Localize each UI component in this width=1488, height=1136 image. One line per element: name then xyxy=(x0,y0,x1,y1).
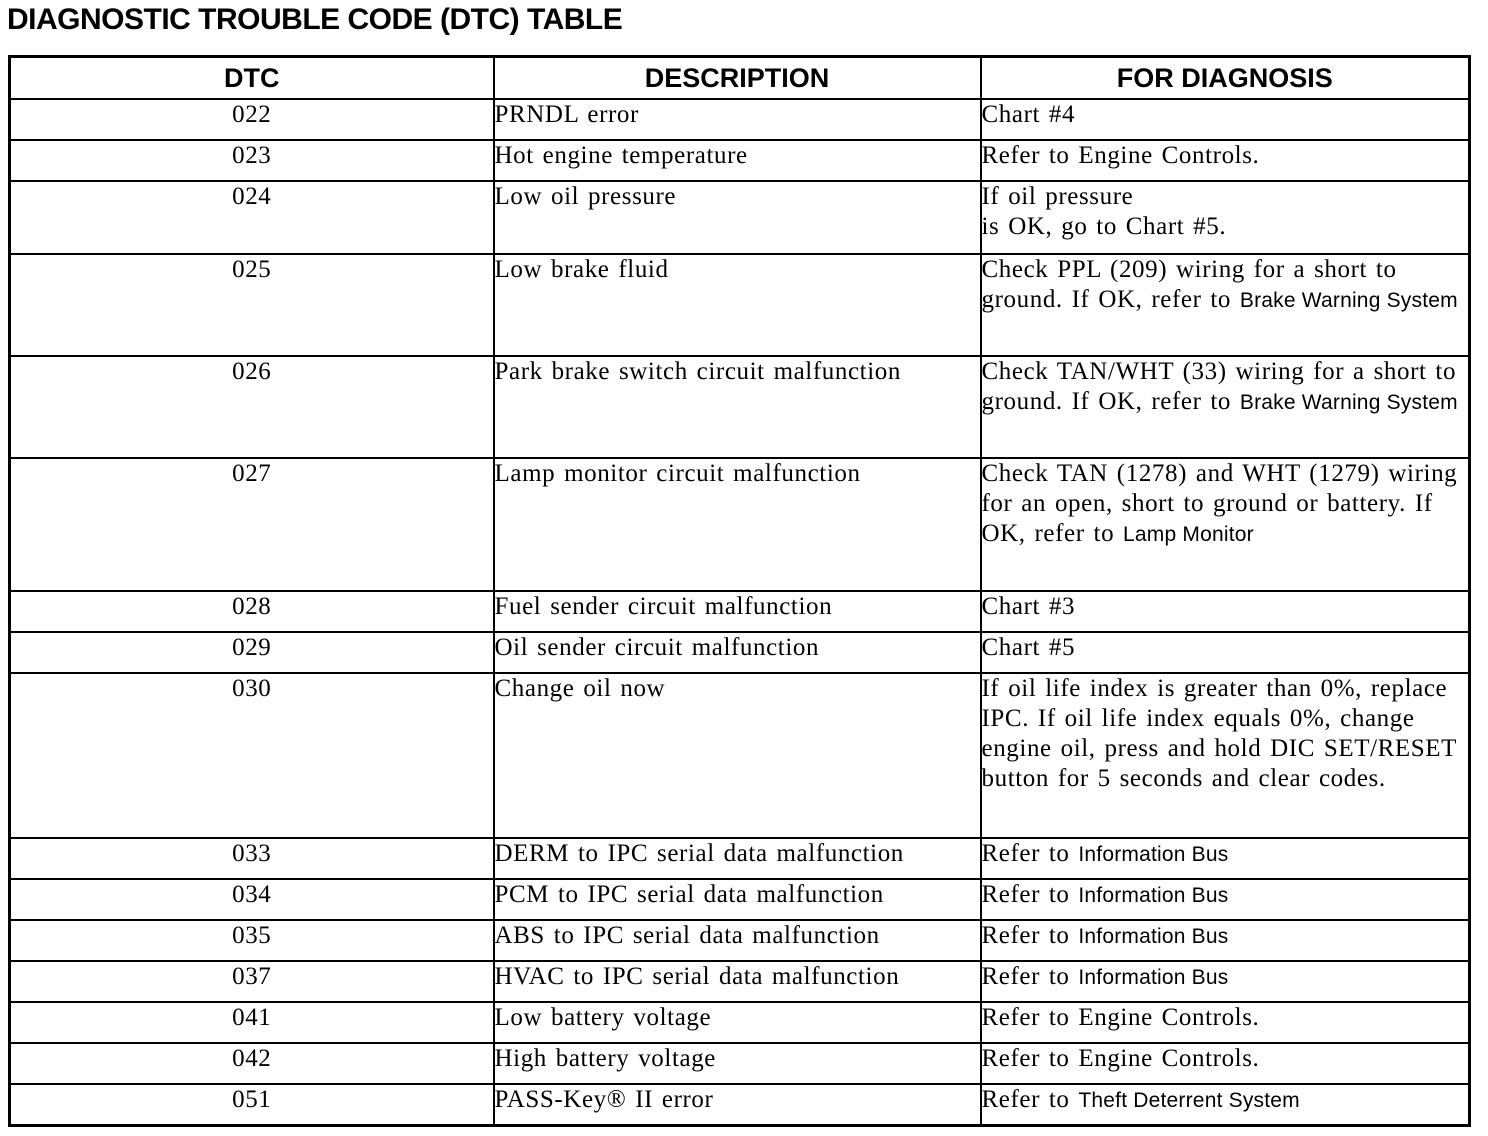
table-row xyxy=(10,1043,1470,1084)
diagnosis-cell xyxy=(981,99,1470,140)
table-row xyxy=(10,1084,1470,1125)
diagnosis-cell xyxy=(981,673,1470,838)
reference-link[interactable]: Theft Deterrent System xyxy=(1078,1089,1300,1112)
diagnosis-text: Refer to xyxy=(981,881,1070,908)
diagnosis-cell xyxy=(981,591,1470,632)
diagnosis-text: Check PPL (209) wiring for a short to ground. If OK, refer to xyxy=(981,256,1397,313)
description-cell: PRNDL error xyxy=(494,99,981,140)
description-cell: PASS-Key® II error xyxy=(494,1084,981,1125)
diagnosis-text: Check TAN/WHT (33) wiring for a short to ground. If OK, refer to xyxy=(981,358,1457,415)
description-cell: Park brake switch circuit malfunction xyxy=(494,356,981,458)
description-cell: HVAC to IPC serial data malfunction xyxy=(494,961,981,1002)
table-row xyxy=(10,673,1470,838)
reference-link[interactable]: Brake Warning System xyxy=(1239,391,1458,414)
diagnosis-text: Chart #3 xyxy=(981,593,1076,620)
diagnosis-text: Refer to xyxy=(981,922,1070,949)
diagnosis-cell xyxy=(981,961,1470,1002)
description-cell: DERM to IPC serial data malfunction xyxy=(494,838,981,879)
dtc-code-cell: 027 xyxy=(10,458,494,591)
diagnosis-cell xyxy=(981,140,1470,181)
dtc-code-cell: 034 xyxy=(10,879,494,920)
table-row xyxy=(10,879,1470,920)
diagnosis-text: Check TAN (1278) and WHT (1279) wiring for an open, short to ground or battery. If OK, refer to xyxy=(981,460,1458,547)
table-row xyxy=(10,181,1470,254)
diagnosis-cell xyxy=(981,181,1470,254)
description-cell: Fuel sender circuit malfunction xyxy=(494,591,981,632)
diagnosis-cell xyxy=(981,920,1470,961)
table-row xyxy=(10,920,1470,961)
table-row xyxy=(10,1002,1470,1043)
diagnosis-text: Refer to Engine Controls. xyxy=(981,1045,1260,1072)
diagnosis-text: Chart #4 xyxy=(981,101,1076,128)
diagnosis-cell xyxy=(981,254,1470,356)
diagnosis-text: Refer to Engine Controls. xyxy=(981,1004,1260,1031)
description-cell: Oil sender circuit malfunction xyxy=(494,632,981,673)
reference-link[interactable]: Information Bus xyxy=(1078,925,1229,948)
table-row xyxy=(10,254,1470,356)
page-title: DIAGNOSTIC TROUBLE CODE (DTC) TABLE xyxy=(7,3,623,36)
description-cell: Low battery voltage xyxy=(494,1002,981,1043)
reference-link[interactable]: Information Bus xyxy=(1078,884,1229,907)
diagnosis-cell xyxy=(981,838,1470,879)
dtc-code-cell: 023 xyxy=(10,140,494,181)
column-header-for-diagnosis: FOR DIAGNOSIS xyxy=(981,57,1470,100)
column-header-description: DESCRIPTION xyxy=(494,57,981,100)
dtc-code-cell: 041 xyxy=(10,1002,494,1043)
table-row xyxy=(10,632,1470,673)
dtc-code-cell: 026 xyxy=(10,356,494,458)
dtc-code-cell: 028 xyxy=(10,591,494,632)
diagnosis-cell xyxy=(981,1084,1470,1125)
dtc-code-cell: 025 xyxy=(10,254,494,356)
diagnosis-cell xyxy=(981,1043,1470,1084)
table-header-row xyxy=(10,57,1470,100)
description-cell: Low oil pressure xyxy=(494,181,981,254)
table-row xyxy=(10,961,1470,1002)
dtc-code-cell: 029 xyxy=(10,632,494,673)
description-cell: ABS to IPC serial data malfunction xyxy=(494,920,981,961)
diagnosis-text: Refer to xyxy=(981,963,1070,990)
dtc-code-cell: 035 xyxy=(10,920,494,961)
diagnosis-cell xyxy=(981,458,1470,591)
table-row xyxy=(10,458,1470,591)
dtc-code-cell: 037 xyxy=(10,961,494,1002)
diagnosis-text: If oil life index is greater than 0%, replace IPC. If oil life index equals 0%, change engine oil, press and hold DIC SET/RESET button for 5 seconds and clear codes. xyxy=(981,675,1457,792)
dtc-code-cell: 022 xyxy=(10,99,494,140)
diagnosis-text: Refer to Engine Controls. xyxy=(981,142,1260,169)
description-cell: High battery voltage xyxy=(494,1043,981,1084)
reference-link[interactable]: Lamp Monitor xyxy=(1123,523,1254,546)
dtc-code-cell: 030 xyxy=(10,673,494,838)
table-row xyxy=(10,140,1470,181)
diagnosis-text: If oil pressure is OK, go to Chart #5. xyxy=(981,183,1227,240)
reference-link[interactable]: Brake Warning System xyxy=(1239,289,1458,312)
description-cell: Lamp monitor circuit malfunction xyxy=(494,458,981,591)
dtc-code-cell: 024 xyxy=(10,181,494,254)
table-row xyxy=(10,356,1470,458)
diagnosis-cell xyxy=(981,1002,1470,1043)
dtc-code-cell: 051 xyxy=(10,1084,494,1125)
diagnosis-cell xyxy=(981,632,1470,673)
dtc-code-cell: 042 xyxy=(10,1043,494,1084)
reference-link[interactable]: Information Bus xyxy=(1078,843,1229,866)
dtc-code-cell: 033 xyxy=(10,838,494,879)
column-header-dtc: DTC xyxy=(10,57,494,100)
table-row xyxy=(10,838,1470,879)
reference-link[interactable]: Information Bus xyxy=(1078,966,1229,989)
diagnosis-cell xyxy=(981,879,1470,920)
diagnosis-text: Chart #5 xyxy=(981,634,1076,661)
description-cell: Change oil now xyxy=(494,673,981,838)
diagnosis-text: Refer to xyxy=(981,840,1070,867)
diagnosis-cell xyxy=(981,356,1470,458)
description-cell: Hot engine temperature xyxy=(494,140,981,181)
table-row xyxy=(10,591,1470,632)
diagnosis-text: Refer to xyxy=(981,1086,1070,1113)
dtc-table xyxy=(8,55,1471,1127)
description-cell: Low brake fluid xyxy=(494,254,981,356)
table-row xyxy=(10,99,1470,140)
description-cell: PCM to IPC serial data malfunction xyxy=(494,879,981,920)
